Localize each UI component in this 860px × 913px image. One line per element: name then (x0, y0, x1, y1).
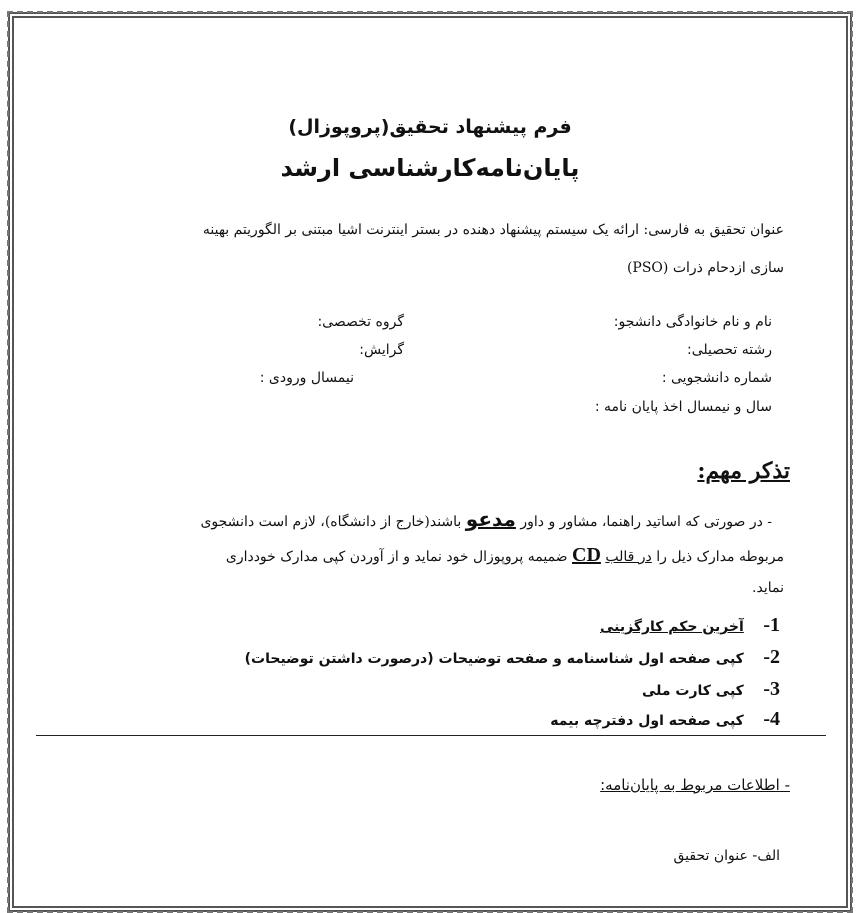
thesis-title-label: الف- عنوان تحقیق (673, 848, 780, 864)
form-title: فرم پیشنهاد تحقیق(پروپوزال) (288, 116, 572, 138)
important-note-heading: تذکر مهم: (697, 458, 790, 484)
note-line2-post: ضمیمه پروپوزال خود نماید و از آوردن کپی مدارک خودداری (225, 549, 568, 565)
student-name-label: نام و نام خانوادگی دانشجو: (613, 314, 772, 330)
specialty-group-label: گروه تخصصی: (317, 314, 404, 330)
document-number-2: -2 (763, 646, 780, 668)
note-line1 (200, 507, 772, 531)
document-number-1: -1 (763, 614, 780, 636)
note-line1-pre: - در صورتی که اساتید راهنما، مشاور و داور (520, 514, 772, 530)
thesis-semester-label: سال و نیمسال اخذ پایان نامه : (594, 399, 772, 415)
entry-semester-label: نیمسال ورودی : (259, 370, 354, 386)
document-text-2: کپی صفحه اول شناسنامه و صفحه توضیحات (درصورت داشتن توضیحات) (244, 651, 744, 667)
document-item-3 (642, 678, 780, 701)
note-line3: نماید. (752, 580, 784, 596)
research-title-line2: سازی ازدحام ذرات (PSO) (626, 260, 784, 276)
note-invited-word: مدعو (465, 507, 516, 531)
document-item-1 (600, 614, 780, 637)
orientation-label: گرایش: (359, 342, 404, 358)
form-subtitle: پایان‌نامه‌کارشناسی ارشد (280, 154, 580, 182)
document-number-4: -4 (763, 708, 780, 730)
document-text-4: کپی صفحه اول دفترچه بیمه (550, 713, 744, 729)
note-cd-word: CD (572, 544, 601, 566)
note-line2 (226, 544, 784, 567)
document-item-4 (550, 708, 780, 731)
document-number-3: -3 (763, 678, 780, 700)
note-format-word: در قالب (605, 549, 652, 565)
note-line2-pre: مربوطه مدارک ذیل را (656, 549, 784, 565)
thesis-info-heading: - اطلاعات مربوط به پایان‌نامه: (600, 776, 790, 794)
research-title-line1: عنوان تحقیق به فارسی: ارائه یک سیستم پیشنهاد دهنده در بستر اینترنت اشیا مبتنی بر الگوریتم بهینه (202, 222, 784, 238)
document-text-1: آخرین حکم کارگزینی (599, 619, 744, 635)
note-line1-post: باشند(خارج از دانشگاه)، لازم است دانشجوی (200, 514, 462, 530)
major-label: رشته تحصیلی: (687, 342, 772, 358)
document-text-3: کپی کارت ملی (641, 683, 744, 699)
student-id-label: شماره دانشجویی : (661, 370, 772, 386)
document-item-2 (245, 646, 780, 669)
section-divider (36, 735, 826, 736)
